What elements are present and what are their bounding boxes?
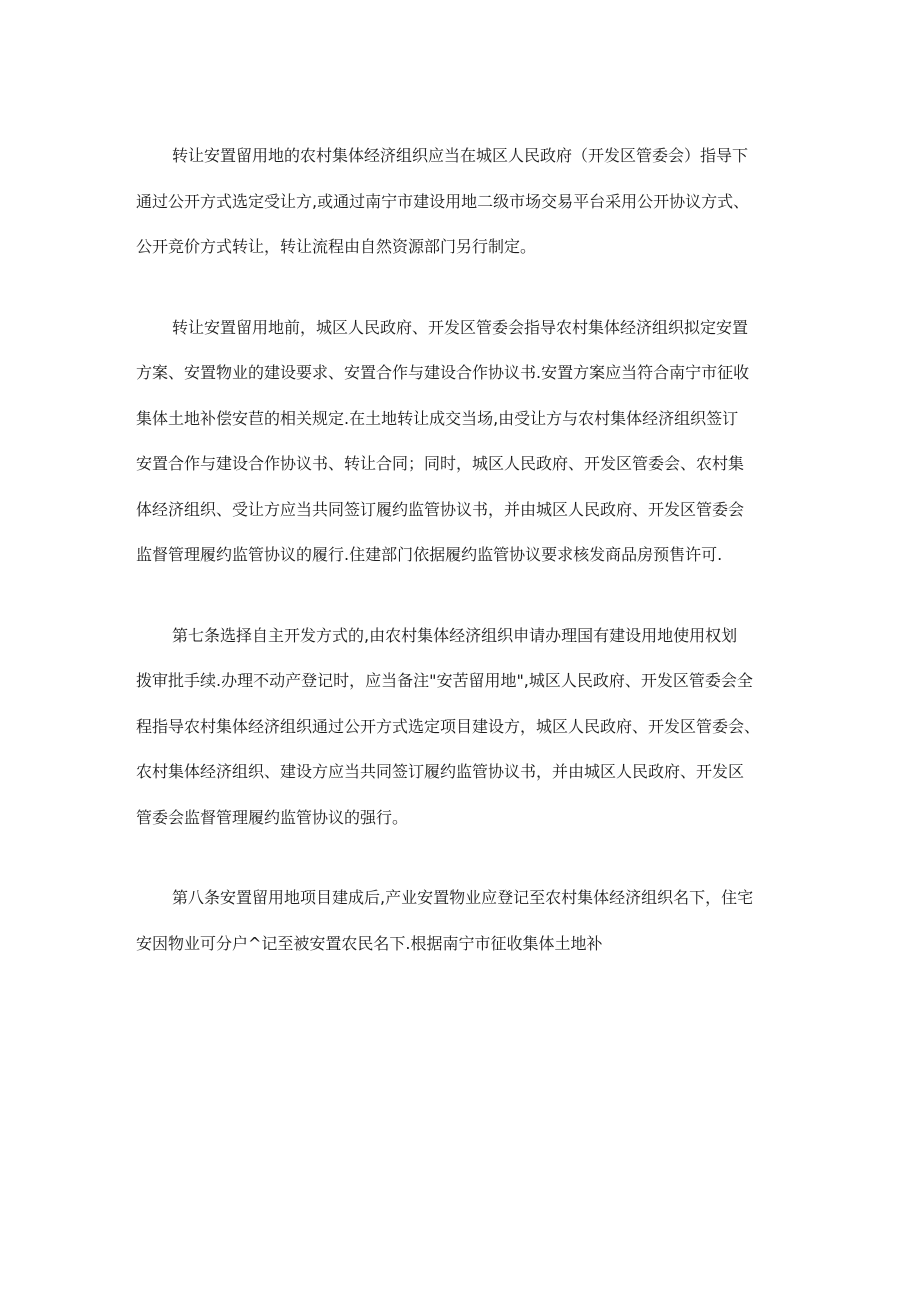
text-line: 农村集体经济组织、建设方应当共同签订履约监管协议书，并由城区人民政府、开发区 xyxy=(136,762,745,781)
text-line: 第七条选择自主开发方式的,由农村集体经济组织申请办理国有建设用地使用权划 xyxy=(172,625,738,645)
text-line: 安置合作与建设合作协议书、转让合同；同时，城区人民政府、开发区管委会、农村集 xyxy=(136,454,745,473)
text-line: 集体土地补偿安苣的相关规定.在土地转让成交当场,由受让方与农村集体经济组织签订 xyxy=(136,408,739,428)
text-line: 转让安置留用地的农村集体经济组织应当在城区人民政府（开发区管委会）指导下 xyxy=(172,146,749,165)
paragraph-pre-transfer xyxy=(136,305,796,578)
text-line: 管委会监督管理履约监管协议的强行。 xyxy=(136,807,409,827)
text-line: 拨审批手续.办理不动产登记时，应当备注"安苦留用地",城区人民政府、开发区管委会全 xyxy=(136,671,753,690)
paragraph-transfer-method xyxy=(136,133,796,270)
text-line: 方案、安置物业的建设要求、安置合作与建设合作协议书.安置方案应当符合南宁市征收 xyxy=(136,363,750,382)
paragraph-article-7 xyxy=(136,613,796,841)
text-line: 通过公开方式选定受让方,或通过南宁市建设用地二级市场交易平台采用公开协议方式、 xyxy=(136,191,750,211)
text-line: 公开竞价方式转让，转让流程由自然资源部门另行制定。 xyxy=(136,237,537,256)
paragraph-article-8 xyxy=(136,875,796,966)
text-line: 体经济组织、受让方应当共同签订履约监管协议书，并由城区人民政府、开发区管委会 xyxy=(136,499,745,519)
text-line: 程指导农村集体经济组织通过公开方式选定项目建设方，城区人民政府、开发区管委会、 xyxy=(136,716,761,736)
document-body xyxy=(136,133,796,1001)
text-line: 安因物业可分户^记至被安置农民名下.根据南宁市征收集体土地补 xyxy=(136,933,603,953)
text-line: 监督管理履约监管协议的履行.住建部门依据履约监管协议要求核发商品房预售许可. xyxy=(136,545,723,564)
text-line: 第八条安置留用地项目建成后,产业安置物业应登记至农村集体经济组织名下，住宅 xyxy=(172,888,754,907)
text-line: 转让安置留用地前，城区人民政府、开发区管委会指导农村集体经济组织拟定安置 xyxy=(172,317,749,337)
